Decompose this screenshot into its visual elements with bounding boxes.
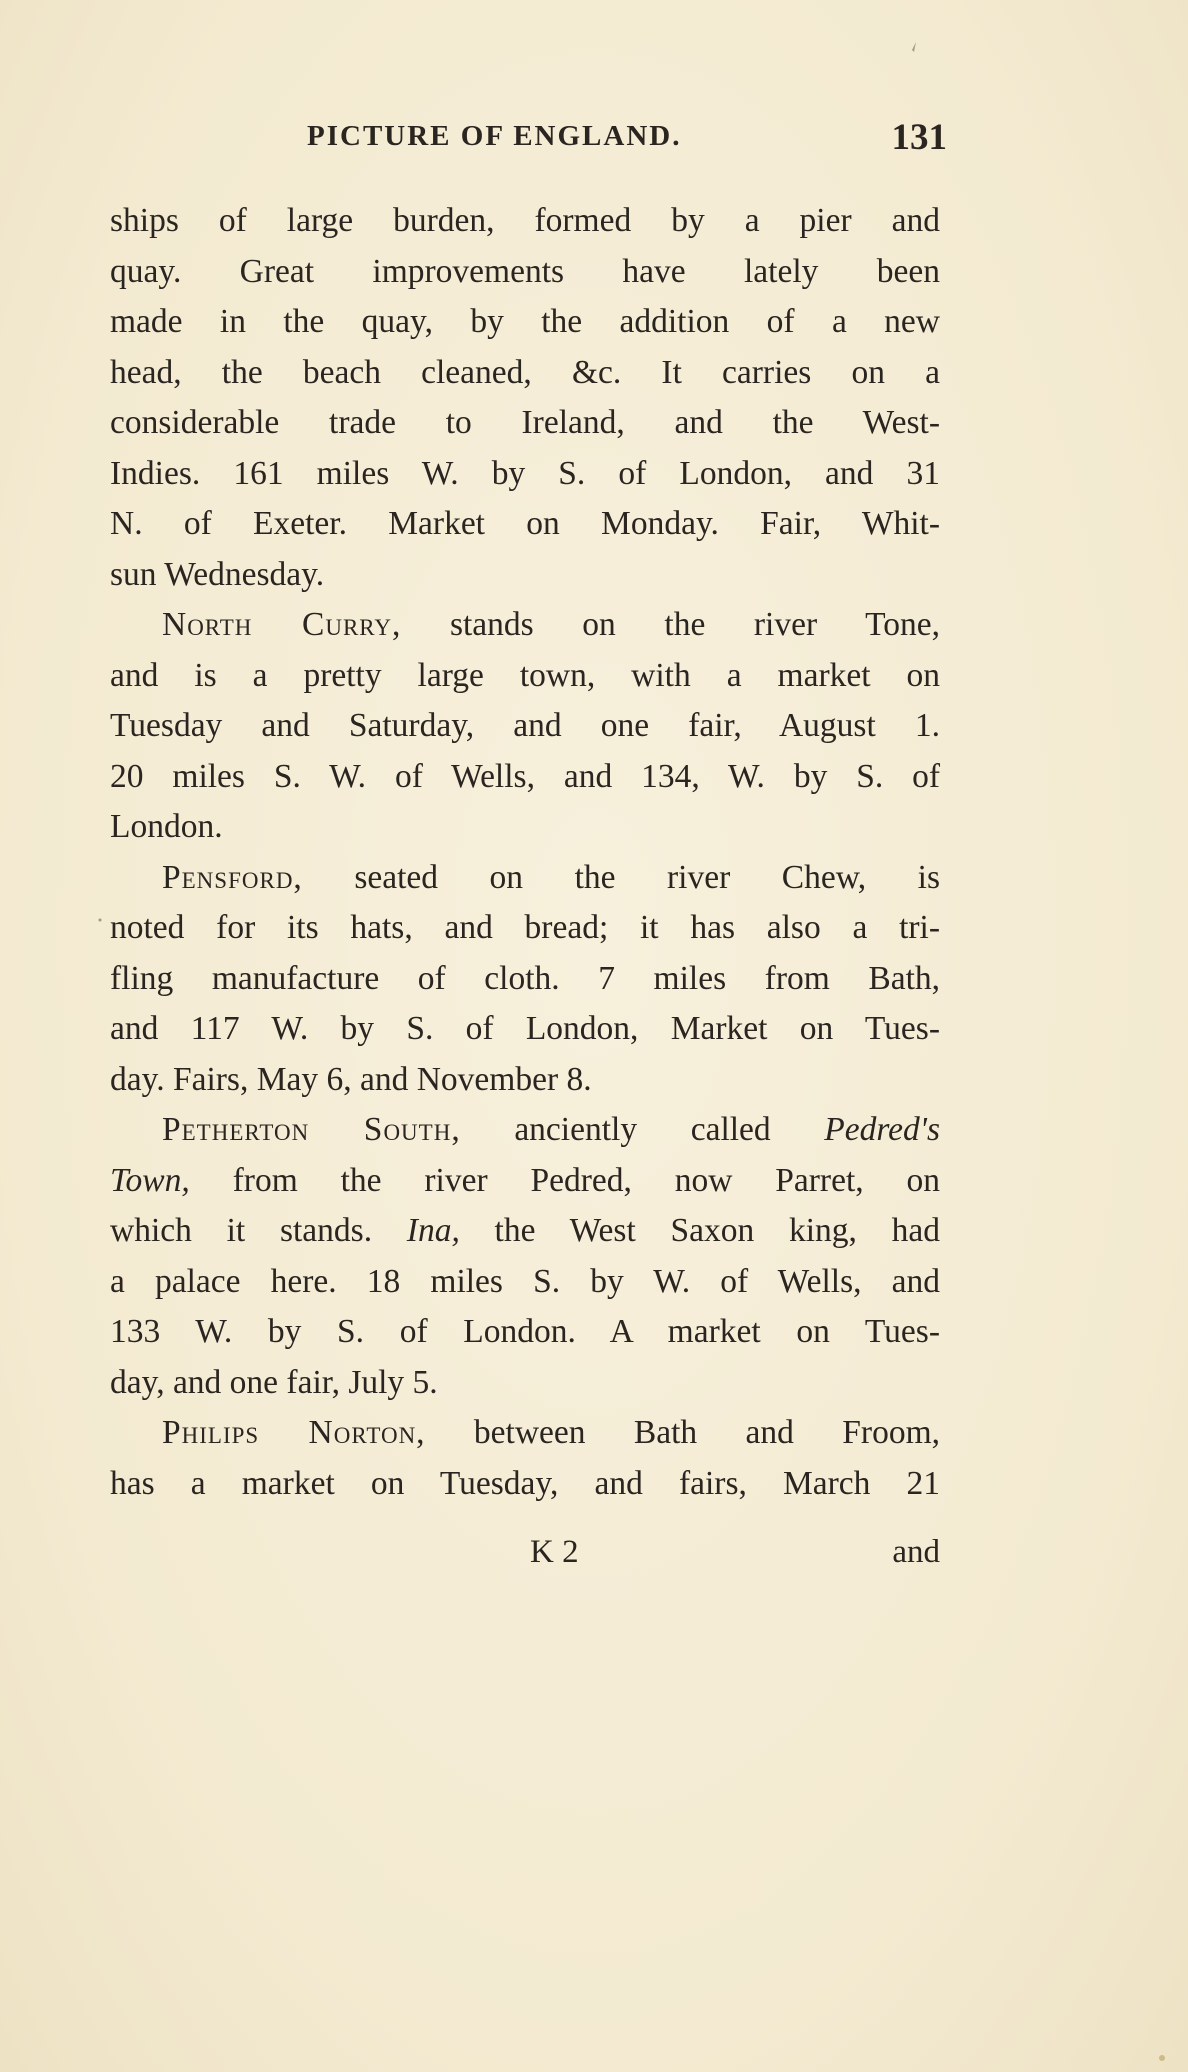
entry-heading-philips-norton: Philips Norton, xyxy=(162,1414,426,1451)
text-line: Tuesday and Saturday, and one fair, August 1. xyxy=(110,707,940,744)
text-line: considerable trade to Ireland, and the West- xyxy=(110,404,940,441)
text-line: quay. Great improvements have lately been xyxy=(110,252,940,290)
text-fragment: between Bath and Froom, xyxy=(425,1414,941,1451)
text-line: and is a pretty large town, with a market on xyxy=(110,656,940,694)
signature-mark: K 2 xyxy=(530,1534,579,1570)
ink-mark xyxy=(912,42,916,52)
text-line: London. xyxy=(110,808,223,845)
text-line: Indies. 161 miles W. by S. of London, and 31 xyxy=(110,454,940,492)
foxing-spot xyxy=(1159,2055,1165,2061)
text-fragment: stands on the river Tone, xyxy=(401,606,940,643)
text-fragment: from the river Pedred, now Parret, on xyxy=(189,1161,940,1199)
text-line: noted for its hats, and bread; it has also a tri- xyxy=(110,909,940,946)
text-fragment: anciently called xyxy=(460,1111,825,1148)
text-fragment: which it stands. xyxy=(110,1212,407,1249)
entry-heading-pensford: Pensford, xyxy=(162,858,303,896)
text-line xyxy=(110,1206,940,1257)
entry-first-line xyxy=(110,1408,940,1459)
italic-term: Pedred's xyxy=(824,1111,940,1148)
text-line: day, and one fair, July 5. xyxy=(110,1363,438,1401)
text-line: 20 miles S. W. of Wells, and 134, W. by S. of xyxy=(110,757,940,795)
foxing-spot xyxy=(99,919,102,922)
text-line xyxy=(110,1156,940,1207)
text-line: head, the beach cleaned, &c. It carries on a xyxy=(110,353,940,391)
running-title: PICTURE OF ENGLAND. xyxy=(307,120,682,152)
entry-heading-north-curry: North Curry, xyxy=(162,606,402,643)
text-fragment: the West Saxon king, had xyxy=(459,1212,940,1249)
page-number: 131 xyxy=(891,117,947,158)
text-line: fling manufacture of cloth. 7 miles from Bath, xyxy=(110,959,940,997)
text-line: sun Wednesday. xyxy=(110,555,325,593)
entry-first-line xyxy=(110,1105,940,1156)
page-footer xyxy=(530,1534,940,1574)
italic-term: Ina, xyxy=(406,1212,460,1249)
italic-term: Town, xyxy=(110,1161,190,1199)
body-text xyxy=(110,196,940,1509)
text-line: N. of Exeter. Market on Monday. Fair, Whit- xyxy=(110,505,940,542)
text-line: a palace here. 18 miles S. by W. of Wells, and xyxy=(110,1262,940,1300)
running-head xyxy=(307,116,947,162)
entry-first-line xyxy=(110,853,940,904)
text-fragment: seated on the river Chew, is xyxy=(302,858,940,896)
entry-first-line xyxy=(110,600,940,651)
text-line: day. Fairs, May 6, and November 8. xyxy=(110,1060,592,1098)
text-line: ships of large burden, formed by a pier and xyxy=(110,202,940,239)
text-line: 133 W. by S. of London. A market on Tues- xyxy=(110,1313,940,1350)
text-line: has a market on Tuesday, and fairs, March 21 xyxy=(110,1464,940,1502)
text-line: made in the quay, by the addition of a new xyxy=(110,303,940,340)
text-line: and 117 W. by S. of London, Market on Tues- xyxy=(110,1010,940,1047)
entry-heading-petherton-south: Petherton South, xyxy=(162,1111,461,1148)
catchword: and xyxy=(892,1534,940,1570)
